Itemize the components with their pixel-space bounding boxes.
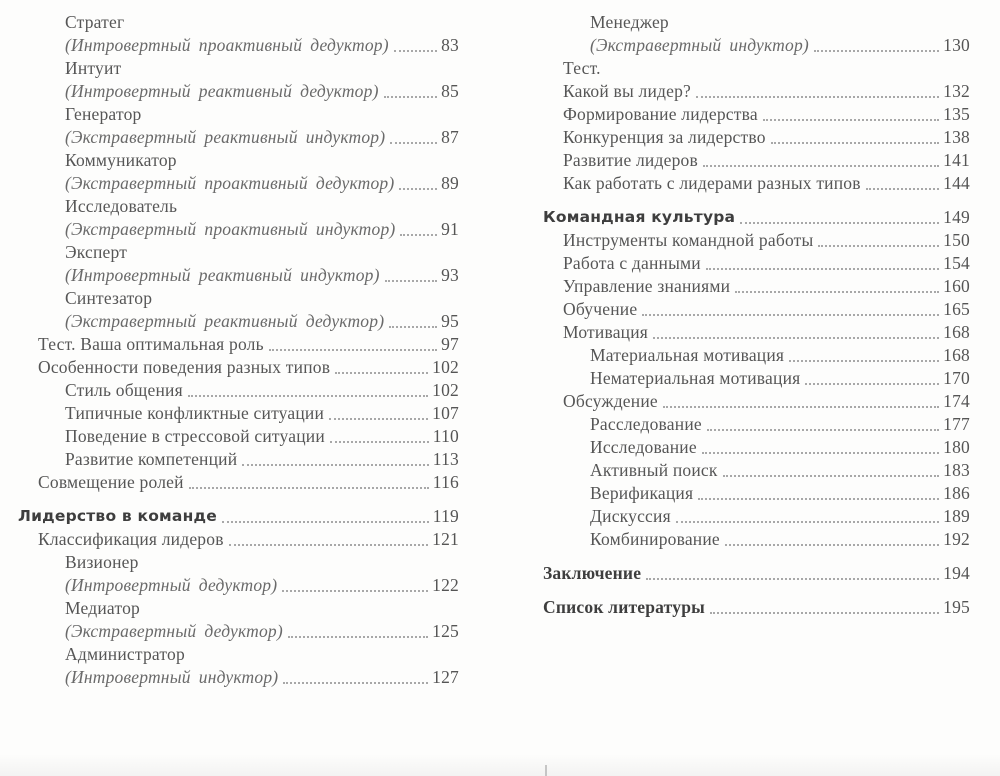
toc-entry-page: 144 (943, 173, 970, 193)
dot-leader (707, 429, 939, 431)
dot-leader (269, 349, 437, 351)
toc-column-right (543, 11, 970, 619)
toc-entry (18, 149, 459, 172)
dot-leader (394, 50, 437, 52)
toc-entry-label: Материальная мотивация (590, 345, 785, 365)
dot-leader (384, 96, 437, 98)
toc-entry (18, 80, 459, 103)
toc-entry-page: 183 (943, 460, 970, 480)
toc-entry (543, 126, 970, 149)
dot-leader (723, 475, 940, 477)
toc-entry-page: 102 (432, 380, 459, 400)
dot-leader (242, 464, 428, 466)
toc-entry-page: 89 (441, 173, 459, 193)
toc-entry-label: Совмещение ролей (38, 472, 184, 492)
toc-entry-page: 95 (441, 311, 459, 331)
toc-entry (543, 206, 970, 229)
toc-entry-label: Медиатор (65, 598, 140, 618)
toc-entry-label: (Интровертный реактивный индуктор) (65, 265, 380, 285)
toc-entry-page: 135 (943, 104, 970, 124)
toc-entry-label: (Экстравертный индуктор) (590, 35, 809, 55)
toc-entry-label: Комбинирование (590, 529, 720, 549)
toc-entry-page: 122 (432, 575, 459, 595)
toc-entry-page: 93 (441, 265, 459, 285)
toc-entry-page: 110 (432, 426, 459, 446)
toc-entry-label: Менеджер (590, 12, 669, 32)
toc-entry (543, 229, 970, 252)
toc-entry (18, 551, 459, 574)
toc-entry-label: Обсуждение (563, 391, 658, 411)
toc-entry-label: Нематериальная мотивация (590, 368, 801, 388)
toc-entry (543, 390, 970, 413)
dot-leader (740, 222, 939, 224)
toc-entry-label: Генератор (65, 104, 142, 124)
toc-entry-page: 119 (432, 506, 459, 526)
toc-entry-label: Какой вы лидер? (563, 81, 691, 101)
toc-entry (18, 574, 459, 597)
toc-entry-page: 168 (943, 345, 970, 365)
toc-entry (18, 505, 459, 528)
dot-leader (814, 50, 939, 52)
toc-entry (543, 413, 970, 436)
toc-entry-page: 91 (441, 219, 459, 239)
dot-leader (188, 395, 428, 397)
toc-entry (18, 126, 459, 149)
toc-entry-page: 194 (943, 563, 970, 583)
dot-leader (702, 452, 939, 454)
toc-entry-label: (Интровертный индуктор) (65, 667, 279, 687)
toc-entry (543, 34, 970, 57)
toc-entry-label: Администратор (65, 644, 185, 664)
toc-entry-label: Инструменты командной работы (563, 230, 814, 250)
toc-entry-label: Интуит (65, 58, 122, 78)
dot-leader (710, 612, 939, 614)
toc-entry (543, 149, 970, 172)
dot-leader (390, 142, 437, 144)
dot-leader (805, 383, 939, 385)
toc-entry (543, 57, 970, 80)
toc-entry (18, 379, 459, 402)
toc-entry-label: Заключение (543, 563, 642, 583)
toc-entry-label: Список литературы (543, 597, 705, 617)
page-bottom-shadow (0, 754, 1000, 776)
dot-leader (288, 636, 428, 638)
toc-entry (543, 275, 970, 298)
toc-entry (18, 528, 459, 551)
dot-leader (335, 372, 428, 374)
toc-entry-label: Коммуникатор (65, 150, 177, 170)
toc-entry-label: Синтезатор (65, 288, 153, 308)
toc-entry (18, 218, 459, 241)
toc-entry-page: 138 (943, 127, 970, 147)
toc-entry-label: Управление знаниями (563, 276, 731, 296)
dot-leader (725, 544, 939, 546)
toc-entry (18, 666, 459, 689)
dot-leader (703, 165, 939, 167)
dot-leader (653, 337, 939, 339)
toc-entry-page: 107 (432, 403, 459, 423)
toc-entry-label: Эксперт (65, 242, 128, 262)
dot-leader (696, 96, 939, 98)
toc-entry-label: Стиль общения (65, 380, 183, 400)
toc-entry (18, 333, 459, 356)
dot-leader (642, 314, 939, 316)
toc-entry-page: 97 (441, 334, 459, 354)
toc-entry-label: Развитие лидеров (563, 150, 698, 170)
toc-entry-page: 132 (943, 81, 970, 101)
toc-entry-page: 127 (432, 667, 459, 687)
toc-entry-page: 130 (943, 35, 970, 55)
toc-entry (543, 321, 970, 344)
toc-entry (18, 471, 459, 494)
toc-entry-page: 149 (943, 207, 970, 227)
toc-entry-page: 121 (432, 529, 459, 549)
toc-entry-label: Дискуссия (590, 506, 671, 526)
toc-entry-label: Поведение в стрессовой ситуации (65, 426, 325, 446)
toc-column-left (18, 11, 459, 689)
toc-entry (543, 596, 970, 619)
toc-entry-label: (Экстравертный дедуктор) (65, 621, 283, 641)
toc-entry-label: Особенности поведения разных типов (38, 357, 331, 377)
spine-mark (545, 765, 547, 776)
toc-entry-label: Тест. Ваша оптимальная роль (38, 334, 264, 354)
toc-entry (18, 57, 459, 80)
toc-entry-label: Расследование (590, 414, 702, 434)
toc-entry (543, 436, 970, 459)
toc-entry-page: 186 (943, 483, 970, 503)
toc-entry-label: (Экстравертный проактивный дедуктор) (65, 173, 395, 193)
toc-entry (543, 528, 970, 551)
dot-leader (282, 590, 428, 592)
toc-entry (543, 459, 970, 482)
toc-entry-label: (Экстравертный реактивный индуктор) (65, 127, 386, 147)
toc-entry (543, 505, 970, 528)
dot-leader (818, 245, 939, 247)
toc-entry-page: 160 (943, 276, 970, 296)
dot-leader (222, 521, 429, 523)
dot-leader (189, 487, 429, 489)
dot-leader (698, 498, 939, 500)
toc-entry-label: Лидерство в команде (18, 507, 217, 525)
toc-entry-label: (Интровертный дедуктор) (65, 575, 278, 595)
toc-entry-label: Типичные конфликтные ситуации (65, 403, 325, 423)
toc-entry (18, 597, 459, 620)
dot-leader (706, 268, 939, 270)
toc-entry-page: 102 (432, 357, 459, 377)
toc-entry-label: Стратег (65, 12, 125, 32)
toc-entry-label: Исследование (590, 437, 697, 457)
dot-leader (330, 441, 429, 443)
dot-leader (283, 682, 428, 684)
toc-entry (18, 103, 459, 126)
dot-leader (389, 326, 437, 328)
toc-entry (18, 264, 459, 287)
toc-entry-label: Активный поиск (590, 460, 718, 480)
toc-entry (543, 172, 970, 195)
toc-entry-page: 180 (943, 437, 970, 457)
toc-entry-page: 195 (943, 597, 970, 617)
toc-entry (18, 402, 459, 425)
toc-entry-label: Исследователь (65, 196, 178, 216)
toc-entry-page: 87 (441, 127, 459, 147)
toc-entry-page: 113 (432, 449, 459, 469)
dot-leader (329, 418, 428, 420)
toc-entry-label: Тест. (563, 58, 601, 78)
toc-entry-label: Командная культура (543, 208, 736, 226)
toc-entry-page: 189 (943, 506, 970, 526)
toc-entry (543, 344, 970, 367)
toc-entry (543, 103, 970, 126)
toc-entry-label: (Интровертный проактивный дедуктор) (65, 35, 389, 55)
dot-leader (735, 291, 939, 293)
dot-leader (400, 234, 437, 236)
toc-entry-page: 174 (943, 391, 970, 411)
toc-entry-page: 154 (943, 253, 970, 273)
toc-entry (543, 367, 970, 390)
dot-leader (771, 142, 940, 144)
toc-entry-label: Мотивация (563, 322, 649, 342)
toc-entry (18, 287, 459, 310)
dot-leader (866, 188, 939, 190)
toc-entry (543, 482, 970, 505)
toc-entry (18, 425, 459, 448)
dot-leader (385, 280, 437, 282)
dot-leader (676, 521, 939, 523)
toc-entry-label: Формирование лидерства (563, 104, 758, 124)
toc-entry-page: 85 (441, 81, 459, 101)
toc-entry (18, 172, 459, 195)
toc-entry-page: 125 (432, 621, 459, 641)
toc-entry-label: (Экстравертный проактивный индуктор) (65, 219, 396, 239)
toc-entry-label: Визионер (65, 552, 139, 572)
toc-entry-page: 150 (943, 230, 970, 250)
toc-entry-label: Как работать с лидерами разных типов (563, 173, 861, 193)
toc-entry-label: Развитие компетенций (65, 449, 238, 469)
toc-entry (18, 356, 459, 379)
toc-entry (18, 241, 459, 264)
toc-entry-page: 170 (943, 368, 970, 388)
toc-entry-page: 141 (943, 150, 970, 170)
dot-leader (399, 188, 437, 190)
toc-entry-page: 168 (943, 322, 970, 342)
toc-entry (543, 252, 970, 275)
toc-entry (18, 620, 459, 643)
toc-entry-page: 83 (441, 35, 459, 55)
toc-entry-label: Работа с данными (563, 253, 701, 273)
toc-entry-page: 165 (943, 299, 970, 319)
toc-entry (18, 310, 459, 333)
toc-entry-label: (Интровертный реактивный дедуктор) (65, 81, 379, 101)
dot-leader (229, 544, 428, 546)
toc-entry-page: 177 (943, 414, 970, 434)
toc-entry (18, 34, 459, 57)
toc-entry (543, 80, 970, 103)
toc-entry (543, 11, 970, 34)
toc-entry-label: Классификация лидеров (38, 529, 224, 549)
dot-leader (646, 578, 939, 580)
dot-leader (789, 360, 939, 362)
toc-entry (543, 298, 970, 321)
toc-entry-label: Обучение (563, 299, 638, 319)
dot-leader (663, 406, 939, 408)
toc-entry-label: Верификация (590, 483, 694, 503)
toc-entry (18, 195, 459, 218)
toc-entry (18, 11, 459, 34)
toc-entry (18, 643, 459, 666)
toc-entry (543, 562, 970, 585)
toc-entry-label: Конкуренция за лидерство (563, 127, 766, 147)
toc-entry-page: 192 (943, 529, 970, 549)
toc-entry (18, 448, 459, 471)
toc-entry-label: (Экстравертный реактивный дедуктор) (65, 311, 385, 331)
dot-leader (763, 119, 939, 121)
toc-entry-page: 116 (432, 472, 459, 492)
